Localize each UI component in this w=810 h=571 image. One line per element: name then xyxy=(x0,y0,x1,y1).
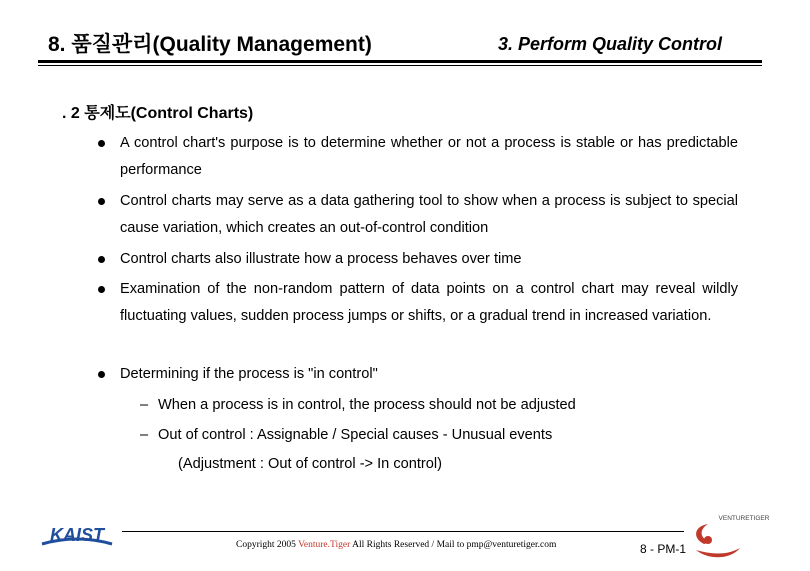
sub-item-text: Out of control : Assignable / Special causes - Unusual events xyxy=(158,427,553,443)
sub-item xyxy=(140,397,576,413)
bullet-text: Control charts may serve as a data gathering tool to show when a process is subject to special cause variation, which creates an out-of-control condition xyxy=(120,193,738,236)
header-rule-thin xyxy=(38,65,762,66)
bullet-text: Examination of the non-random pattern of data points on a control chart may reveal wildly fluctuating values, sudden process jumps or shifts, or a gradual trend in increased variation. xyxy=(120,281,738,324)
dash-marker: – xyxy=(140,397,149,413)
bullet-item xyxy=(98,188,738,242)
kaist-logo-text: KAIST xyxy=(50,525,104,545)
adjustment-note: (Adjustment : Out of control -> In control) xyxy=(178,456,443,472)
copyright-brand: Venture.Tiger xyxy=(298,540,351,550)
venturetiger-logo-text: VENTURETIGER xyxy=(718,515,770,522)
copyright-prefix: Copyright 2005 xyxy=(236,540,299,550)
sub-item xyxy=(140,427,552,443)
bullet-text: Determining if the process is "in control" xyxy=(120,366,378,382)
kaist-logo xyxy=(40,524,114,553)
bullet-dot-icon xyxy=(98,140,105,147)
section-heading: . 2 통제도(Control Charts) xyxy=(62,105,254,122)
sub-item-text: When a process is in control, the process should not be adjusted xyxy=(158,397,576,413)
copyright-text xyxy=(236,540,556,550)
footer-rule xyxy=(122,531,684,532)
bullet-text: A control chart's purpose is to determine whether or not a process is stable or has predictable performance xyxy=(120,135,738,178)
header-rule-thick xyxy=(38,60,762,63)
dash-marker: – xyxy=(140,427,149,443)
section-title: 3. Perform Quality Control xyxy=(498,34,723,54)
venturetiger-logo xyxy=(686,510,774,571)
bullet-dot-icon xyxy=(98,371,105,378)
bullet-text: Control charts also illustrate how a process behaves over time xyxy=(120,251,522,267)
chapter-title: 8. 품질관리(Quality Management) xyxy=(48,33,372,56)
bullet-dot-icon xyxy=(98,198,105,205)
bullet-dot-icon xyxy=(98,256,105,263)
copyright-suffix: All Rights Reserved / Mail to pmp@venturetiger.com xyxy=(350,540,557,550)
bullet-item xyxy=(98,276,738,330)
bullet-item xyxy=(98,361,738,388)
page-number: 8 - PM-1 xyxy=(640,542,687,556)
bullet-dot-icon xyxy=(98,286,105,293)
bullet-item xyxy=(98,130,738,184)
bullet-item xyxy=(98,246,738,273)
